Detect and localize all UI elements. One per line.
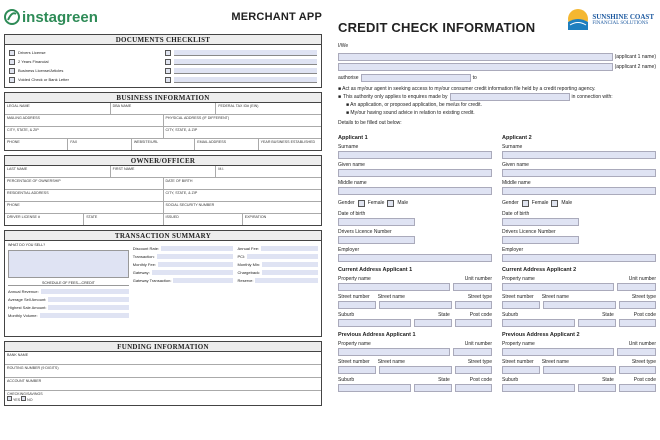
bank-name-field[interactable]: BANK NAME	[7, 353, 29, 357]
street-name-field[interactable]	[543, 301, 616, 309]
applicant-2-name-field[interactable]	[338, 63, 613, 71]
current-address-heading: Current Address Applicant 2	[502, 267, 577, 273]
first-name-field[interactable]: FIRST NAME	[111, 166, 217, 177]
property-field[interactable]	[338, 348, 450, 356]
gateway-label: Gateway:	[132, 270, 150, 275]
transaction-field[interactable]	[157, 254, 234, 259]
female-checkbox[interactable]	[358, 200, 365, 207]
pci-label: PCI:	[237, 254, 246, 259]
female-checkbox[interactable]	[522, 200, 529, 207]
state-field[interactable]	[578, 384, 616, 392]
checkbox[interactable]	[165, 68, 171, 74]
checklist-item[interactable]: Drivers License	[9, 48, 161, 57]
app-title: MERCHANT APP	[231, 11, 322, 23]
employer-field[interactable]	[338, 254, 492, 262]
male-checkbox[interactable]	[551, 200, 558, 207]
checklist-item[interactable]: 2 Years Financial	[9, 57, 161, 66]
monthly-fee-label: Monthly Fee:	[132, 262, 156, 267]
dob-field[interactable]	[502, 218, 579, 226]
given-name-field[interactable]	[338, 169, 492, 177]
business-information	[4, 92, 322, 151]
applicant-1-heading: Applicant 1	[338, 135, 368, 141]
street-number-field[interactable]	[338, 301, 376, 309]
suburb-field[interactable]	[502, 319, 575, 327]
iwe-label: I/We	[338, 43, 349, 49]
monthly-volume-label: Monthly Volume:	[8, 313, 38, 318]
current-address-heading: Current Address Applicant 1	[338, 267, 413, 273]
city-state-zip-field[interactable]: CITY, STATE, & ZIP	[165, 191, 198, 195]
state-field[interactable]: STATE	[84, 214, 163, 225]
chargeback-field[interactable]	[262, 270, 318, 275]
fax-field[interactable]: FAX	[68, 139, 131, 150]
checkbox[interactable]	[9, 50, 15, 56]
street-number-field[interactable]	[502, 301, 540, 309]
monthly-fee-field[interactable]	[158, 262, 234, 267]
reserve-field[interactable]	[255, 278, 318, 283]
issued-field[interactable]: ISSUED	[164, 214, 243, 225]
merchant-app-page	[0, 0, 326, 440]
suburb-field[interactable]	[338, 319, 411, 327]
employer-field[interactable]	[502, 254, 656, 262]
residential-address-field[interactable]: RESIDENTIAL ADDRESS	[5, 190, 164, 201]
male-checkbox[interactable]	[387, 200, 394, 207]
annual-fee-label: Annual Fee:	[237, 246, 260, 251]
state-field[interactable]	[578, 319, 616, 327]
gateway-transaction-label: Gateway Transaction:	[132, 278, 172, 283]
authorise-field[interactable]	[361, 74, 471, 82]
funding-information-title: FUNDING INFORMATION	[5, 342, 321, 352]
phone-field[interactable]: PHONE	[5, 139, 68, 150]
checking-checkbox[interactable]	[7, 396, 12, 401]
tax-id-field[interactable]: FEDERAL TAX ID# (EIN)	[218, 104, 259, 108]
text-field[interactable]	[174, 77, 317, 83]
checkbox[interactable]	[9, 59, 15, 65]
checkbox[interactable]	[165, 59, 171, 65]
text-field[interactable]	[174, 50, 317, 56]
phone-field[interactable]: PHONE	[5, 202, 164, 213]
applicant-1-section: Applicant 1 Surname Given name Middle name Gender Female Male Date of birth Drivers Licence Number Employer Current Address Applicant 1 Property name Unit number Street number Street name Street type Suburb State Post code Previous Address Applicant 1 Property name Unit number Street number Street name Street type Suburb State Post code	[338, 132, 492, 392]
average-sell-field[interactable]	[48, 297, 128, 302]
given-name-field[interactable]	[502, 169, 656, 177]
monthly-min-field[interactable]	[262, 262, 318, 267]
account-type-field: CHECKING/SAVINGS YES NO	[7, 392, 43, 402]
property-field[interactable]	[502, 283, 614, 291]
surname-field[interactable]	[502, 151, 656, 159]
unit-field[interactable]	[453, 283, 492, 291]
discount-rate-label: Discount Rate:	[132, 246, 160, 251]
checkbox[interactable]	[165, 50, 171, 56]
to-label: to	[472, 75, 477, 81]
checklist-item[interactable]: Business License/Articles	[9, 66, 161, 75]
documents-checklist	[4, 34, 322, 88]
previous-address-heading: Previous Address Applicant 2	[502, 332, 580, 338]
documents-checklist-title: DOCUMENTS CHECKLIST	[5, 35, 321, 45]
sunshine-logo-icon	[567, 8, 589, 30]
street-number-field[interactable]	[502, 366, 540, 374]
postcode-field[interactable]	[619, 384, 657, 392]
ownership-percent-field[interactable]: PERCENTAGE OF OWNERSHIP	[5, 178, 164, 189]
expiration-field[interactable]: EXPIRATION	[244, 215, 267, 219]
owner-officer	[4, 155, 322, 226]
enquirer-field[interactable]	[450, 93, 570, 101]
checkbox[interactable]	[9, 77, 15, 83]
checklist-item[interactable]: Voided Check or Bank Letter	[9, 75, 161, 84]
suburb-field[interactable]	[502, 384, 575, 392]
credit-check-page	[326, 0, 660, 440]
street-type-field[interactable]	[455, 301, 493, 309]
city-state-zip-field[interactable]: CITY, STATE, & ZIP	[5, 127, 164, 138]
pci-field[interactable]	[247, 254, 318, 259]
state-field[interactable]	[414, 319, 452, 327]
applicant-2-section: Applicant 2 Surname Given name Middle name Gender Female Male Date of birth Drivers Licence Number Employer Current Address Applicant 2 Property name Unit number Street number Street name Street type Suburb State Post code Previous Address Applicant 2 Property name Unit number Street number Street name Street type Suburb State Post code	[502, 132, 656, 392]
street-name-field[interactable]	[379, 366, 452, 374]
checkbox[interactable]	[165, 77, 171, 83]
property-field[interactable]	[338, 283, 450, 291]
surname-field[interactable]	[338, 151, 492, 159]
unit-field[interactable]	[617, 348, 656, 356]
applicant-2-heading: Applicant 2	[502, 135, 532, 141]
authorise-label: authorise	[338, 75, 359, 81]
unit-field[interactable]	[617, 283, 656, 291]
text-field[interactable]	[174, 59, 317, 65]
year-established-field[interactable]: YEAR BUSINESS ESTABLISHED	[260, 140, 316, 144]
what-do-you-sell-label: WHAT DO YOU SELL?	[8, 243, 46, 247]
highest-sale-field[interactable]	[48, 305, 128, 310]
licence-field[interactable]	[502, 236, 579, 244]
reserve-label: Reserve:	[237, 278, 254, 283]
transaction-summary	[4, 230, 322, 337]
dob-field[interactable]: DATE OF BIRTH	[165, 179, 193, 183]
postcode-field[interactable]	[619, 319, 657, 327]
text-field[interactable]	[174, 68, 317, 74]
bullet-item: ■ This authority only applies to enquires made by in connection with:	[338, 94, 613, 100]
annual-fee-field[interactable]	[261, 246, 318, 251]
funding-information	[4, 341, 322, 406]
street-type-field[interactable]	[455, 366, 493, 374]
postcode-field[interactable]	[455, 384, 493, 392]
gateway-field[interactable]	[152, 270, 234, 275]
gateway-transaction-field[interactable]	[173, 278, 233, 283]
street-number-field[interactable]	[338, 366, 376, 374]
discount-rate-field[interactable]	[161, 246, 233, 251]
transaction-label: Transaction:	[132, 254, 155, 259]
bullet-item: ■ Act as my/our agent in seeking access to my/our consumer credit information file held by a credit reporting agency.	[338, 86, 596, 92]
applicant-1-name-label: (applicant 1 name)	[614, 54, 656, 60]
physical-address-field[interactable]: PHYSICAL ADDRESS (IF DIFFERENT)	[165, 116, 230, 120]
middle-name-field[interactable]	[338, 187, 492, 195]
annual-revenue-label: Annual Revenue:	[8, 289, 39, 294]
annual-revenue-field[interactable]	[41, 289, 129, 294]
dob-field[interactable]	[338, 218, 415, 226]
page-title: CREDIT CHECK INFORMATION	[338, 20, 536, 35]
savings-checkbox[interactable]	[21, 396, 26, 401]
suburb-field[interactable]	[338, 384, 411, 392]
brand-line-2: FINANCIAL SOLUTIONS	[592, 20, 649, 26]
schedule-of-fees-label: SCHEDULE OF FEES—CREDIT	[8, 281, 129, 286]
property-field[interactable]	[502, 348, 614, 356]
highest-sale-label: Highest Sale Amount:	[8, 305, 47, 310]
business-information-title: BUSINESS INFORMATION	[5, 93, 321, 103]
instagreen-leaf-icon	[4, 9, 20, 25]
unit-field[interactable]	[453, 348, 492, 356]
middle-initial-field[interactable]: M.I.	[218, 167, 225, 171]
applicant-1-name-field[interactable]	[338, 53, 613, 61]
middle-name-field[interactable]	[502, 187, 656, 195]
sub-bullet: ■ An application, or proposed application, be me/us for credit.	[346, 102, 482, 108]
what-do-you-sell-field[interactable]	[8, 250, 129, 278]
legal-name-field[interactable]: LEGAL NAME	[5, 103, 111, 114]
street-name-field[interactable]	[379, 301, 452, 309]
licence-field[interactable]	[338, 236, 415, 244]
owner-officer-title: OWNER/OFFICER	[5, 156, 321, 166]
ssn-field[interactable]: SOCIAL SECURITY NUMBER	[165, 203, 215, 207]
brand-name: instagreen	[22, 8, 98, 26]
average-sell-label: Average Sell Amount:	[8, 297, 47, 302]
sunshine-coast-logo	[567, 8, 654, 30]
email-field[interactable]: EMAIL ADDRESS	[195, 139, 258, 150]
brand-line-1: SUNSHINE COAST	[592, 12, 654, 21]
postcode-field[interactable]	[455, 319, 493, 327]
details-label: Details to be filled out below:	[338, 120, 402, 126]
applicant-2-name-label: (applicant 2 name)	[614, 64, 656, 70]
mailing-address-field[interactable]: MAILING ADDRESS	[5, 115, 164, 126]
sub-bullet: ■ My/our having sound advice in relation to existing credit.	[346, 110, 475, 116]
city-state-zip-field[interactable]: CITY, STATE, & ZIP	[165, 128, 198, 132]
driver-license-field[interactable]: DRIVER LICENSE #	[5, 214, 84, 225]
street-type-field[interactable]	[619, 301, 657, 309]
instagreen-logo	[4, 9, 98, 26]
monthly-min-label: Monthly Min:	[237, 262, 261, 267]
routing-number-field[interactable]: ROUTING NUMBER (9 DIGITS)	[7, 366, 59, 370]
website-field[interactable]: WEBSITE/URL	[132, 139, 195, 150]
checkbox[interactable]	[9, 68, 15, 74]
previous-address-heading: Previous Address Applicant 1	[338, 332, 416, 338]
street-name-field[interactable]	[543, 366, 616, 374]
dba-name-field[interactable]: DBA NAME	[111, 103, 217, 114]
merchant-header	[4, 4, 322, 30]
chargeback-label: Chargeback:	[237, 270, 261, 275]
account-number-field[interactable]: ACCOUNT NUMBER	[7, 379, 42, 383]
transaction-summary-title: TRANSACTION SUMMARY	[5, 231, 321, 241]
last-name-field[interactable]: LAST NAME	[5, 166, 111, 177]
state-field[interactable]	[414, 384, 452, 392]
street-type-field[interactable]	[619, 366, 657, 374]
monthly-volume-field[interactable]	[40, 313, 129, 318]
